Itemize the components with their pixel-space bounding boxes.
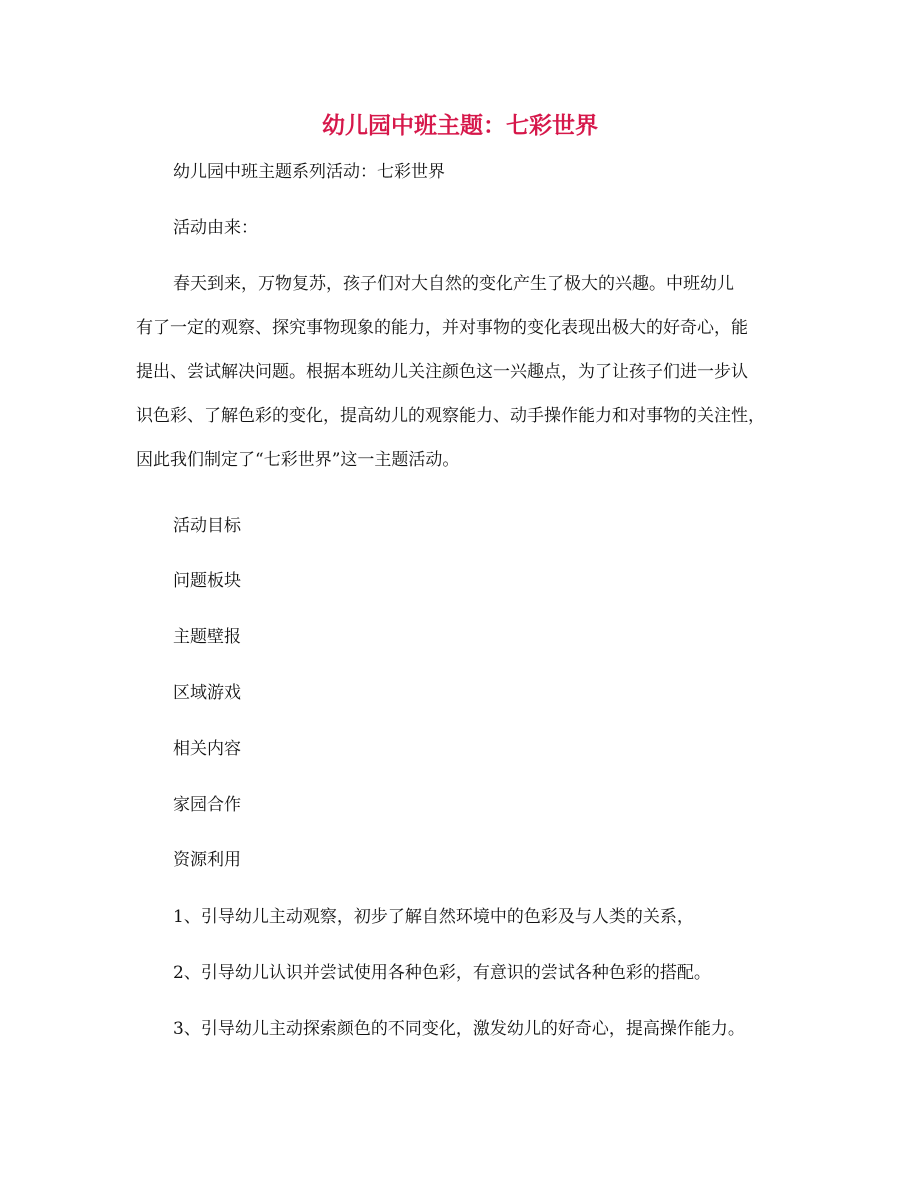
subtitle: 幼儿园中班主题系列活动：七彩世界 <box>173 162 445 182</box>
section-heading-goals: 活动目标 <box>173 516 241 536</box>
origin-heading: 活动由来： <box>173 218 258 238</box>
section-heading-questions: 问题板块 <box>173 571 241 591</box>
goal-item-3: 3、引导幼儿主动探索颜色的不同变化，激发幼儿的好奇心，提高操作能力。 <box>173 1019 745 1039</box>
origin-paragraph-line: 有了一定的观察、探究事物现象的能力，并对事物的变化表现出极大的好奇心，能 <box>136 318 748 338</box>
goal-item-2: 2、引导幼儿认识并尝试使用各种色彩，有意识的尝试各种色彩的搭配。 <box>173 963 711 983</box>
section-heading-home-school: 家园合作 <box>173 795 241 815</box>
document-title: 幼儿园中班主题：七彩世界 <box>322 113 598 139</box>
section-heading-area-games: 区域游戏 <box>173 683 241 703</box>
origin-paragraph-line: 因此我们制定了“七彩世界”这一主题活动。 <box>136 450 460 470</box>
section-heading-related: 相关内容 <box>173 739 241 759</box>
goal-item-1: 1、引导幼儿主动观察，初步了解自然环境中的色彩及与人类的关系， <box>173 907 694 927</box>
origin-paragraph-line: 春天到来，万物复苏，孩子们对大自然的变化产生了极大的兴趣。中班幼儿 <box>173 274 734 294</box>
origin-paragraph-line: 提出、尝试解决问题。根据本班幼儿关注颜色这一兴趣点，为了让孩子们进一步认 <box>136 362 748 382</box>
section-heading-resources: 资源利用 <box>173 850 241 870</box>
section-heading-wall: 主题壁报 <box>173 627 241 647</box>
origin-paragraph-line: 识色彩、了解色彩的变化，提高幼儿的观察能力、动手操作能力和对事物的关注性， <box>136 406 765 426</box>
